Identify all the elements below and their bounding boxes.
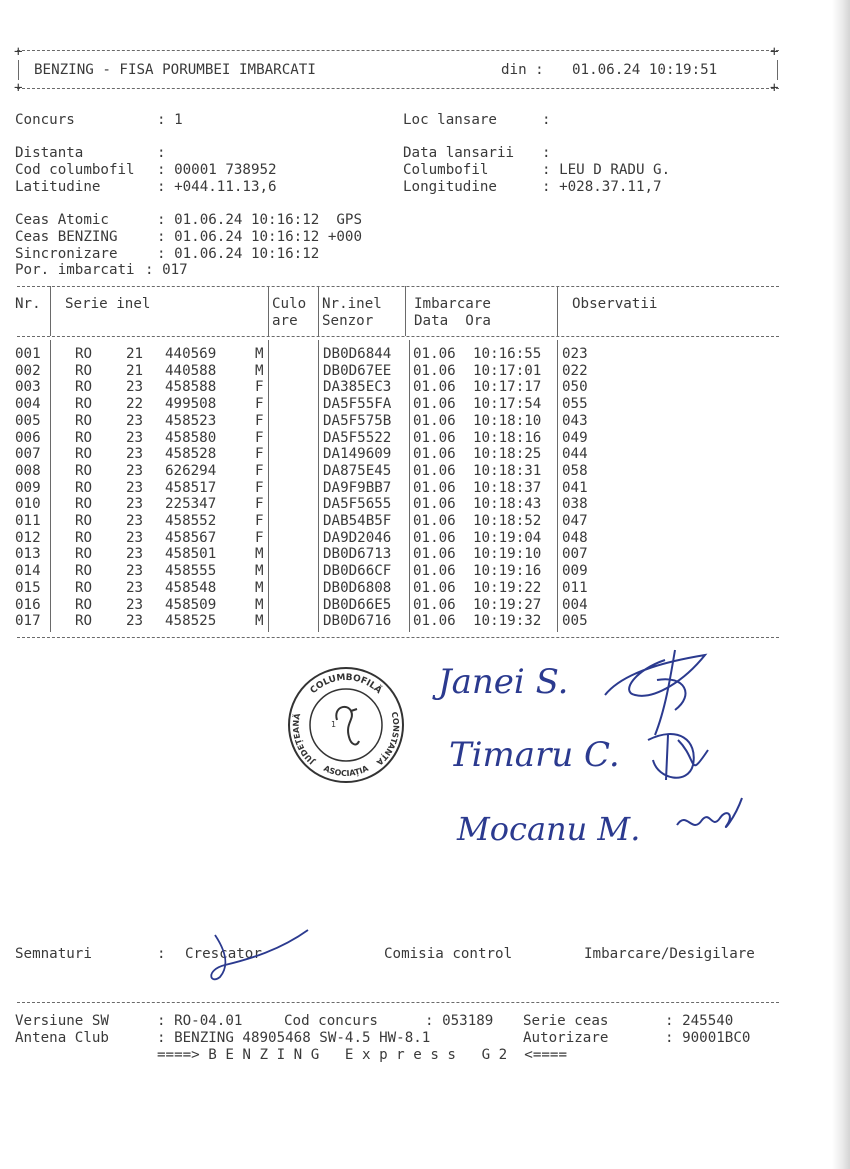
cell-time: 10:19:16	[473, 563, 542, 580]
cell-sensor: DA385EC3	[323, 379, 392, 396]
cell-ring: 499508	[165, 396, 217, 413]
cell-year: 23	[126, 529, 144, 546]
cell-sex: M	[255, 579, 264, 596]
cell-date: 01.06	[413, 613, 456, 630]
footer-divider	[17, 1002, 779, 1003]
col-data-ora-header: Data Ora	[414, 313, 491, 329]
cell-obs: 050	[562, 379, 588, 396]
cell-country: RO	[75, 596, 93, 613]
ceas-atomic-value: : 01.06.24 10:16:12 GPS	[157, 212, 362, 228]
cell-country: RO	[75, 496, 93, 513]
cell-obs: 007	[562, 546, 588, 563]
col-senzor-header: Senzor	[322, 313, 374, 329]
cell-country: RO	[75, 479, 93, 496]
cell-sex: F	[255, 379, 264, 396]
date-label: din :	[501, 62, 544, 78]
table-top-border	[17, 286, 779, 287]
col-serie-header: Serie inel	[65, 296, 151, 312]
cell-time: 10:18:37	[473, 479, 542, 496]
ceas-atomic-label: Ceas Atomic	[15, 212, 109, 228]
cell-date: 01.06	[413, 346, 456, 362]
cell-sex: F	[255, 396, 264, 413]
autorizare-value: : 90001BC0	[665, 1030, 751, 1046]
cell-year: 23	[126, 563, 144, 580]
cell-ring: 458555	[165, 563, 217, 580]
latitudine-value: : +044.11.13,6	[157, 179, 277, 195]
cell-obs: 022	[562, 362, 588, 379]
cell-sex: M	[255, 346, 264, 362]
longitudine-value: : +028.37.11,7	[542, 179, 662, 195]
cell-year: 21	[126, 346, 144, 362]
cell-nr: 014	[15, 563, 41, 580]
cell-country: RO	[75, 412, 93, 429]
cell-time: 10:19:32	[473, 613, 542, 630]
handwritten-signature-2: Timaru C.	[449, 735, 620, 775]
cell-sex: F	[255, 479, 264, 496]
versiune-sw-label: Versiune SW	[15, 1013, 109, 1029]
crescator-label: Crescator	[185, 946, 262, 962]
cell-obs: 041	[562, 479, 588, 496]
cell-ring: 440588	[165, 362, 217, 379]
cell-obs: 049	[562, 429, 588, 446]
semnaturi-label: Semnaturi	[15, 946, 92, 962]
cell-sex: M	[255, 362, 264, 379]
comisia-control-label: Comisia control	[384, 946, 513, 962]
cell-obs: 009	[562, 563, 588, 580]
cell-sensor: DA5F5522	[323, 429, 392, 446]
cell-year: 23	[126, 513, 144, 529]
cell-year: 23	[126, 479, 144, 496]
cell-sex: M	[255, 563, 264, 580]
cell-year: 23	[126, 429, 144, 446]
cell-date: 01.06	[413, 462, 456, 479]
cell-obs: 048	[562, 529, 588, 546]
sincronizare-value: : 01.06.24 10:16:12	[157, 246, 320, 262]
por-imbarcati-value: : 017	[145, 262, 188, 278]
cell-ring: 225347	[165, 496, 217, 513]
cell-year: 23	[126, 462, 144, 479]
semnaturi-sep: :	[157, 946, 166, 962]
cell-ring: 458501	[165, 546, 217, 563]
cell-date: 01.06	[413, 362, 456, 379]
cell-sensor: DA9D2046	[323, 529, 392, 546]
concurs-label: Concurs	[15, 112, 75, 128]
antena-club-value: : BENZING 48905468 SW-4.5 HW-8.1	[157, 1030, 431, 1046]
cell-sex: M	[255, 546, 264, 563]
table-bottom-border	[17, 637, 779, 638]
versiune-sw-value: : RO-04.01	[157, 1013, 243, 1029]
cell-ring: 458517	[165, 479, 217, 496]
cell-sensor: DB0D6808	[323, 579, 392, 596]
header-bottom-border	[17, 88, 779, 89]
cell-time: 10:17:54	[473, 396, 542, 413]
col-culoare-header: Culo	[272, 296, 307, 312]
cell-obs: 044	[562, 446, 588, 463]
cell-date: 01.06	[413, 496, 456, 513]
cell-country: RO	[75, 546, 93, 563]
cell-sensor: DA9F9BB7	[323, 479, 392, 496]
cell-obs: 005	[562, 613, 588, 630]
cell-country: RO	[75, 462, 93, 479]
cell-year: 23	[126, 596, 144, 613]
cell-time: 10:17:17	[473, 379, 542, 396]
cell-sex: M	[255, 596, 264, 613]
ceas-benzing-label: Ceas BENZING	[15, 229, 118, 245]
cell-time: 10:17:01	[473, 362, 542, 379]
cell-sensor: DA5F5655	[323, 496, 392, 513]
columbofil-value: : LEU D RADU G.	[542, 162, 671, 178]
col-culoare-header-2: are	[272, 313, 298, 329]
cell-sex: F	[255, 429, 264, 446]
cell-time: 10:18:16	[473, 429, 542, 446]
ceas-benzing-value: : 01.06.24 10:16:12 +000	[157, 229, 362, 245]
serie-ceas-label: Serie ceas	[523, 1013, 609, 1029]
pigeon-emblem-icon	[336, 707, 359, 745]
cell-country: RO	[75, 396, 93, 413]
antena-club-label: Antena Club	[15, 1030, 109, 1046]
cell-year: 23	[126, 446, 144, 463]
handwritten-signature-3: Mocanu M.	[457, 810, 641, 848]
stamp-center-number: 1	[331, 720, 337, 729]
table-header-divider	[17, 336, 779, 337]
serie-ceas-value: : 245540	[665, 1013, 734, 1029]
handwritten-signature-1: Janei S.	[438, 662, 569, 702]
cell-date: 01.06	[413, 412, 456, 429]
cell-sensor: DB0D66CF	[323, 563, 392, 580]
cell-country: RO	[75, 362, 93, 379]
cell-ring: 626294	[165, 462, 217, 479]
cell-country: RO	[75, 429, 93, 446]
cell-time: 10:18:25	[473, 446, 542, 463]
stamp-bottom-text: ASOCIAȚIA	[322, 763, 370, 779]
cell-ring: 458509	[165, 596, 217, 613]
cell-date: 01.06	[413, 529, 456, 546]
cell-ring: 458567	[165, 529, 217, 546]
scan-edge-shadow	[832, 0, 850, 1169]
cell-country: RO	[75, 513, 93, 529]
cell-country: RO	[75, 346, 93, 362]
cell-nr: 016	[15, 596, 41, 613]
col-nr-header: Nr.	[15, 296, 41, 312]
cell-sensor: DB0D6716	[323, 613, 392, 630]
col-imbarcare-header: Imbarcare	[414, 296, 491, 312]
cell-obs: 004	[562, 596, 588, 613]
cell-sex: F	[255, 412, 264, 429]
cell-country: RO	[75, 379, 93, 396]
cell-sensor: DB0D6844	[323, 346, 392, 362]
cell-sex: F	[255, 513, 264, 529]
cell-sex: F	[255, 446, 264, 463]
cell-nr: 006	[15, 429, 41, 446]
cod-columbofil-label: Cod columbofil	[15, 162, 135, 178]
header-top-border	[17, 50, 779, 51]
cell-date: 01.06	[413, 579, 456, 596]
longitudine-label: Longitudine	[403, 179, 497, 195]
stamp-outer-ring	[289, 668, 403, 782]
cod-columbofil-value: : 00001 738952	[157, 162, 277, 178]
cell-nr: 008	[15, 462, 41, 479]
cell-year: 23	[126, 613, 144, 630]
cell-year: 23	[126, 579, 144, 596]
cell-nr: 015	[15, 579, 41, 596]
cell-time: 10:18:10	[473, 412, 542, 429]
sincronizare-label: Sincronizare	[15, 246, 118, 262]
cell-country: RO	[75, 613, 93, 630]
por-imbarcati-label: Por. imbarcati	[15, 262, 135, 278]
cell-ring: 458588	[165, 379, 217, 396]
data-lansarii-value: :	[542, 145, 551, 161]
cell-ring: 458580	[165, 429, 217, 446]
cell-country: RO	[75, 446, 93, 463]
cell-sex: F	[255, 529, 264, 546]
signature-scribble-3	[672, 790, 752, 840]
cell-country: RO	[75, 579, 93, 596]
cell-obs: 047	[562, 513, 588, 529]
cell-nr: 009	[15, 479, 41, 496]
cell-ring: 458552	[165, 513, 217, 529]
cell-date: 01.06	[413, 546, 456, 563]
stamp-left-text: JUDEȚEANĂ	[291, 712, 317, 766]
cell-date: 01.06	[413, 563, 456, 580]
cell-obs: 043	[562, 412, 588, 429]
date-value: 01.06.24 10:19:51	[572, 62, 718, 78]
cell-ring: 458548	[165, 579, 217, 596]
cell-year: 23	[126, 379, 144, 396]
loc-lansare-value: :	[542, 112, 551, 128]
cell-time: 10:19:22	[473, 579, 542, 596]
latitudine-label: Latitudine	[15, 179, 101, 195]
cell-obs: 058	[562, 462, 588, 479]
cell-sex: F	[255, 496, 264, 513]
cell-time: 10:19:10	[473, 546, 542, 563]
cod-concurs-value: : 053189	[425, 1013, 494, 1029]
cell-date: 01.06	[413, 479, 456, 496]
cell-time: 10:18:43	[473, 496, 542, 513]
cell-year: 23	[126, 412, 144, 429]
cell-nr: 013	[15, 546, 41, 563]
data-lansarii-label: Data lansarii	[403, 145, 515, 161]
association-stamp	[285, 665, 407, 785]
cod-concurs-label: Cod concurs	[284, 1013, 378, 1029]
stamp-inner-ring	[310, 689, 382, 761]
cell-ring: 458525	[165, 613, 217, 630]
cell-date: 01.06	[413, 446, 456, 463]
cell-ring: 458523	[165, 412, 217, 429]
cell-sex: M	[255, 613, 264, 630]
cell-date: 01.06	[413, 429, 456, 446]
cell-nr: 012	[15, 529, 41, 546]
cell-sex: F	[255, 462, 264, 479]
autorizare-label: Autorizare	[523, 1030, 609, 1046]
cell-year: 21	[126, 362, 144, 379]
col-nrinel-header: Nr.inel	[322, 296, 382, 312]
cell-ring: 440569	[165, 346, 217, 362]
concurs-value: : 1	[157, 112, 183, 128]
cell-date: 01.06	[413, 379, 456, 396]
cell-year: 23	[126, 546, 144, 563]
cell-country: RO	[75, 563, 93, 580]
cell-year: 22	[126, 396, 144, 413]
cell-sensor: DB0D6713	[323, 546, 392, 563]
cell-nr: 004	[15, 396, 41, 413]
distanta-label: Distanta	[15, 145, 84, 161]
cell-ring: 458528	[165, 446, 217, 463]
cell-sensor: DAB54B5F	[323, 513, 392, 529]
cell-nr: 017	[15, 613, 41, 630]
cell-sensor: DA5F575B	[323, 412, 392, 429]
cell-obs: 011	[562, 579, 588, 596]
loc-lansare-label: Loc lansare	[403, 112, 497, 128]
cell-sensor: DB0D66E5	[323, 596, 392, 613]
cell-time: 10:19:27	[473, 596, 542, 613]
cell-nr: 003	[15, 379, 41, 396]
cell-nr: 007	[15, 446, 41, 463]
col-observatii-header: Observatii	[572, 296, 658, 312]
cell-time: 10:19:04	[473, 529, 542, 546]
cell-obs: 023	[562, 346, 588, 362]
cell-country: RO	[75, 529, 93, 546]
cell-obs: 055	[562, 396, 588, 413]
cell-nr: 002	[15, 362, 41, 379]
signature-scribble-2	[638, 720, 718, 790]
stamp-right-text: CONSTANȚA	[374, 710, 401, 767]
cell-sensor: DB0D67EE	[323, 362, 392, 379]
cell-time: 10:16:55	[473, 346, 542, 362]
cell-nr: 010	[15, 496, 41, 513]
benzing-brand-line: ====> B E N Z I N G E x p r e s s G 2 <====	[157, 1047, 567, 1063]
cell-year: 23	[126, 496, 144, 513]
cell-date: 01.06	[413, 596, 456, 613]
imbarcare-desigilare-label: Imbarcare/Desigilare	[584, 946, 755, 962]
cell-nr: 005	[15, 412, 41, 429]
page-title: BENZING - FISA PORUMBEI IMBARCATI	[34, 62, 316, 78]
cell-date: 01.06	[413, 513, 456, 529]
cell-nr: 001	[15, 346, 41, 362]
cell-date: 01.06	[413, 396, 456, 413]
distanta-value: :	[157, 145, 166, 161]
crescator-signature-scribble	[200, 925, 315, 985]
cell-nr: 011	[15, 513, 41, 529]
cell-time: 10:18:31	[473, 462, 542, 479]
columbofil-label: Columbofil	[403, 162, 489, 178]
cell-sensor: DA5F55FA	[323, 396, 392, 413]
cell-sensor: DA149609	[323, 446, 392, 463]
stamp-top-text: COLUMBOFILĂ	[308, 672, 384, 697]
cell-time: 10:18:52	[473, 513, 542, 529]
cell-sensor: DA875E45	[323, 462, 392, 479]
cell-obs: 038	[562, 496, 588, 513]
